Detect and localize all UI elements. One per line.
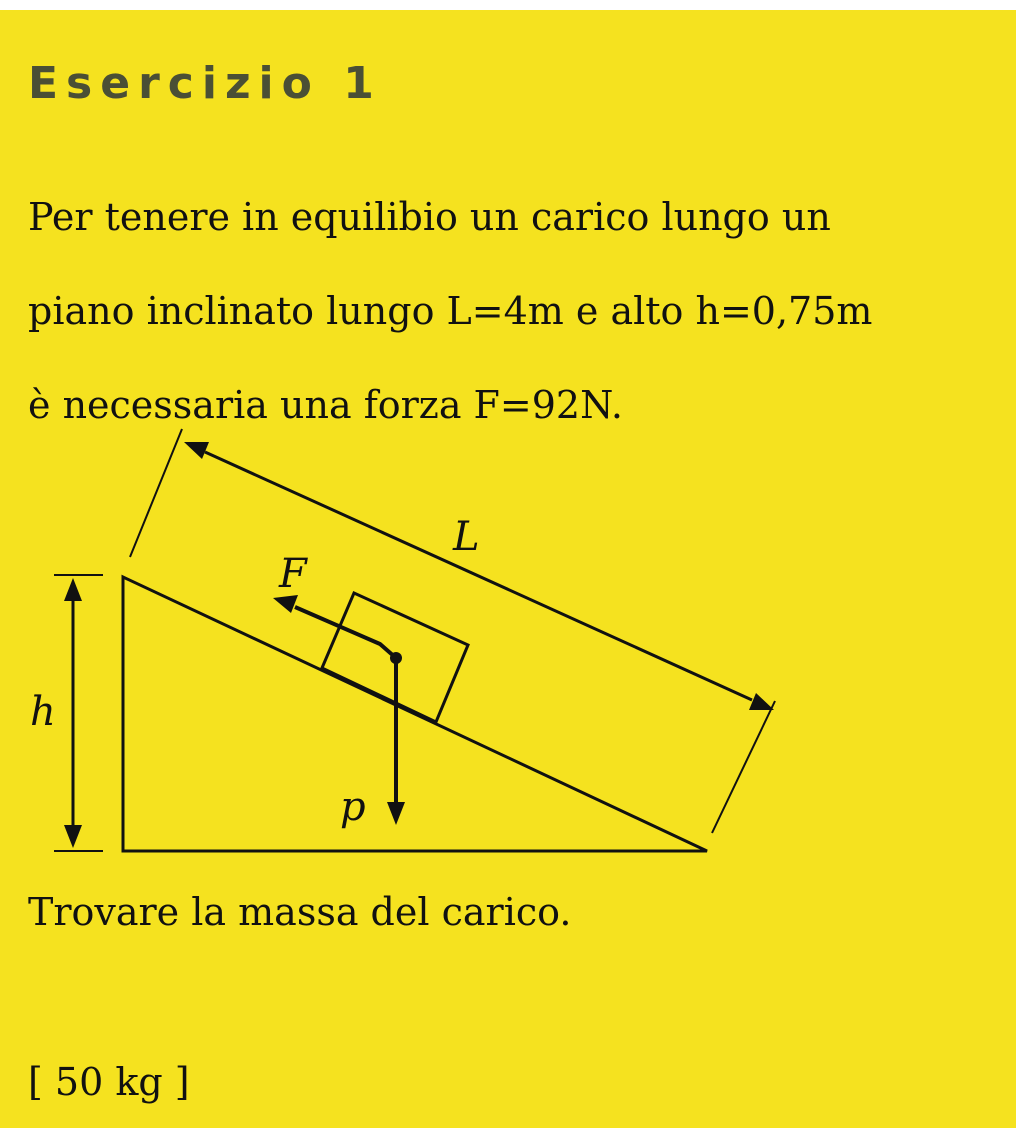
- inclined-plane-diagram: [0, 405, 1016, 875]
- statement-line-3: è necessaria una forza F=92N.: [28, 383, 624, 427]
- answer-text: [ 50 kg ]: [28, 1060, 190, 1104]
- height-label: h: [30, 689, 56, 735]
- question-text: Trovare la massa del carico.: [28, 890, 572, 934]
- height-dimension: [54, 575, 103, 851]
- statement-line-2: piano inclinato lungo L=4m e alto h=0,75m: [28, 289, 873, 333]
- exercise-card: [0, 10, 1016, 1128]
- length-dimension: [130, 429, 775, 833]
- statement-line-1: Per tenere in equilibio un carico lungo un: [28, 195, 831, 239]
- weight-label: p: [340, 784, 366, 830]
- length-label: L: [453, 514, 480, 560]
- force-label: F: [279, 551, 307, 597]
- weight-arrow: [387, 658, 405, 825]
- exercise-title: Esercizio 1: [28, 58, 382, 109]
- inclined-plane: [123, 577, 707, 851]
